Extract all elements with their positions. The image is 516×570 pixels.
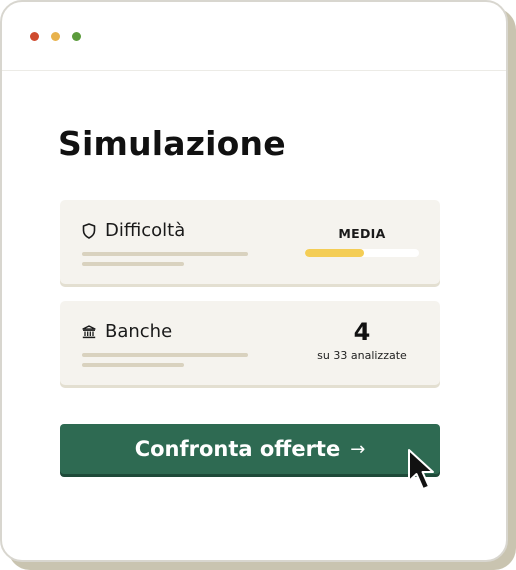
bank-icon: [82, 324, 96, 340]
minimize-window-dot[interactable]: [51, 32, 60, 41]
placeholder-line: [82, 353, 248, 357]
compare-offers-label: Confronta offerte: [134, 437, 341, 461]
banks-count-subtitle: su 33 analizzate: [317, 349, 407, 362]
difficulty-card: [60, 200, 440, 284]
banks-count: 4: [353, 318, 371, 346]
difficulty-progress-fill: [305, 249, 364, 257]
placeholder-line: [82, 363, 184, 367]
mouse-pointer-icon: [406, 448, 436, 494]
banks-card: [60, 301, 440, 385]
page-title: Simulazione: [58, 124, 286, 163]
banks-label: Banche: [105, 321, 173, 342]
banks-card-header: [82, 321, 172, 342]
difficulty-card-header: [82, 220, 185, 241]
difficulty-progress-bar: [305, 249, 419, 257]
arrow-right-icon: →: [350, 438, 366, 460]
placeholder-line: [82, 262, 184, 266]
window-titlebar: [2, 2, 506, 71]
close-window-dot[interactable]: [30, 32, 39, 41]
shield-icon: [82, 223, 96, 239]
maximize-window-dot[interactable]: [72, 32, 81, 41]
difficulty-label: Difficoltà: [105, 220, 186, 241]
difficulty-level: MEDIA: [338, 226, 386, 241]
compare-offers-button[interactable]: [60, 424, 440, 474]
placeholder-line: [82, 252, 248, 256]
